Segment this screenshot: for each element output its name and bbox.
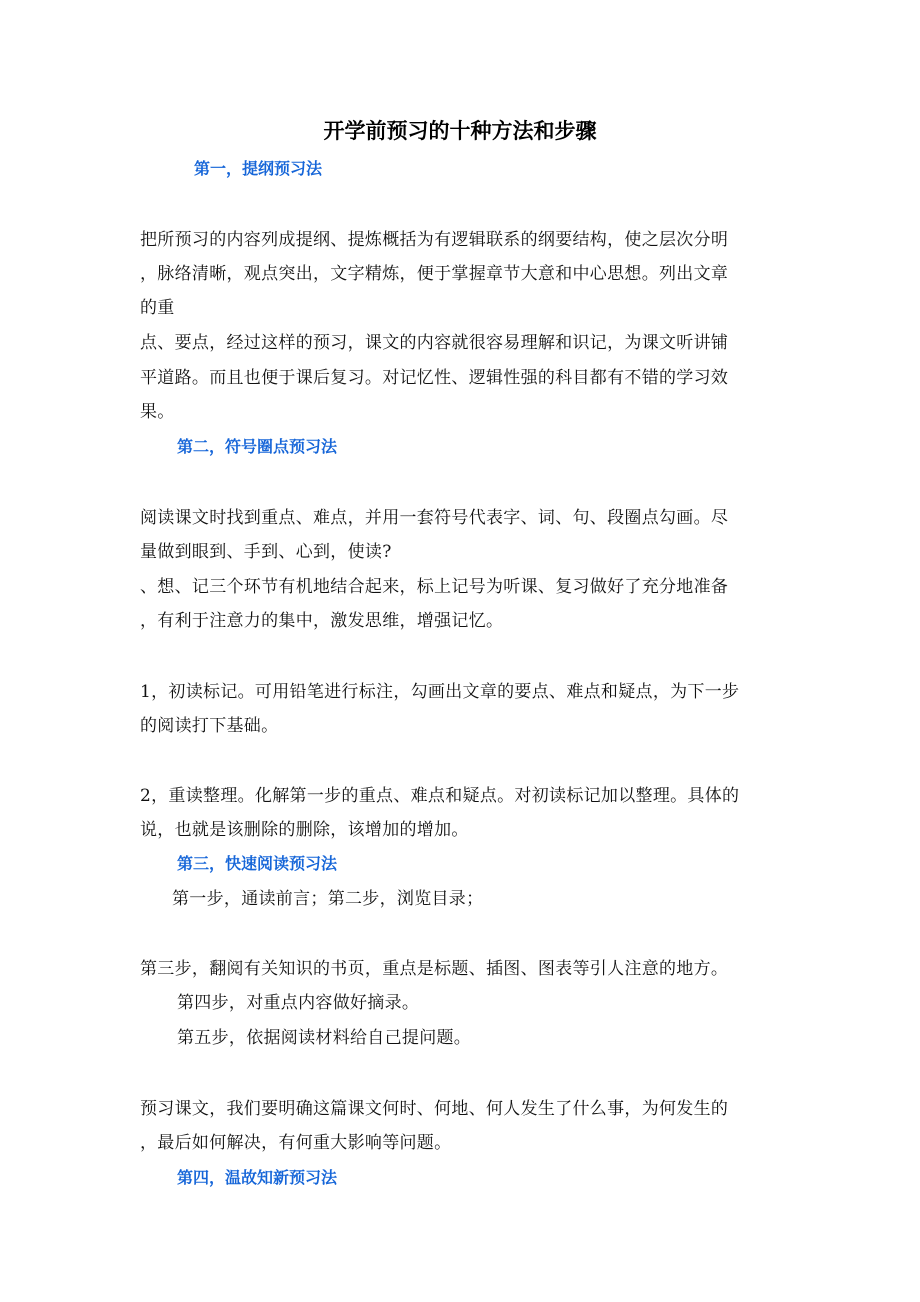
paragraph-line: 第三步，翻阅有关知识的书页，重点是标题、插图、图表等引人注意的地方。: [140, 959, 729, 979]
paragraph-line: 第四步，对重点内容做好摘录。: [177, 993, 420, 1013]
step-item-line: 的阅读打下基础。: [140, 716, 279, 736]
paragraph-line: 第五步，依据阅读材料给自己提问题。: [177, 1028, 472, 1048]
paragraph-line: 点、要点，经过这样的预习，课文的内容就很容易理解和识记，为课文听讲铺: [140, 333, 729, 353]
paragraph-line: ，最后如何解决，有何重大影响等问题。: [140, 1133, 452, 1153]
paragraph-line: 预习课文，我们要明确这篇课文何时、何地、何人发生了什么事，为何发生的: [140, 1099, 729, 1119]
document-title: 开学前预习的十种方法和步骤: [323, 119, 597, 143]
step-item-line: 2，重读整理。化解第一步的重点、难点和疑点。对初读标记加以整理。具体的: [140, 786, 740, 806]
paragraph-line: 阅读课文时找到重点、难点，并用一套符号代表字、词、句、段圈点勾画。尽: [140, 508, 729, 528]
paragraph-line: 把所预习的内容列成提纲、提炼概括为有逻辑联系的纲要结构，使之层次分明: [140, 230, 729, 250]
step-item-line: 1，初读标记。可用铅笔进行标注，勾画出文章的要点、难点和疑点，为下一步: [140, 682, 740, 702]
paragraph-line: ，有利于注意力的集中，激发思维，增强记忆。: [140, 611, 504, 631]
paragraph-line: 、想、记三个环节有机地结合起来，标上记号为听课、复习做好了充分地准备: [140, 577, 729, 597]
section-heading-speed-reading-method: 第三，快速阅读预习法: [177, 854, 338, 873]
paragraph-line: 量做到眼到、手到、心到，使读?: [140, 542, 392, 562]
section-heading-symbol-marking-method: 第二，符号圈点预习法: [177, 437, 338, 456]
section-heading-outline-method: 第一，提纲预习法: [194, 159, 323, 178]
paragraph-line: 平道路。而且也便于课后复习。对记忆性、逻辑性强的科目都有不错的学习效: [140, 368, 729, 388]
paragraph-line: 的重: [140, 298, 175, 318]
section-heading-review-method: 第四，温故知新预习法: [177, 1168, 338, 1187]
paragraph-line: 果。: [140, 402, 175, 422]
paragraph-line: 第一步，通读前言；第二步，浏览目录；: [172, 889, 484, 909]
paragraph-line: ，脉络清晰，观点突出，文字精炼，便于掌握章节大意和中心思想。列出文章: [140, 264, 729, 284]
step-item-line: 说，也就是该删除的删除，该增加的增加。: [140, 820, 469, 840]
